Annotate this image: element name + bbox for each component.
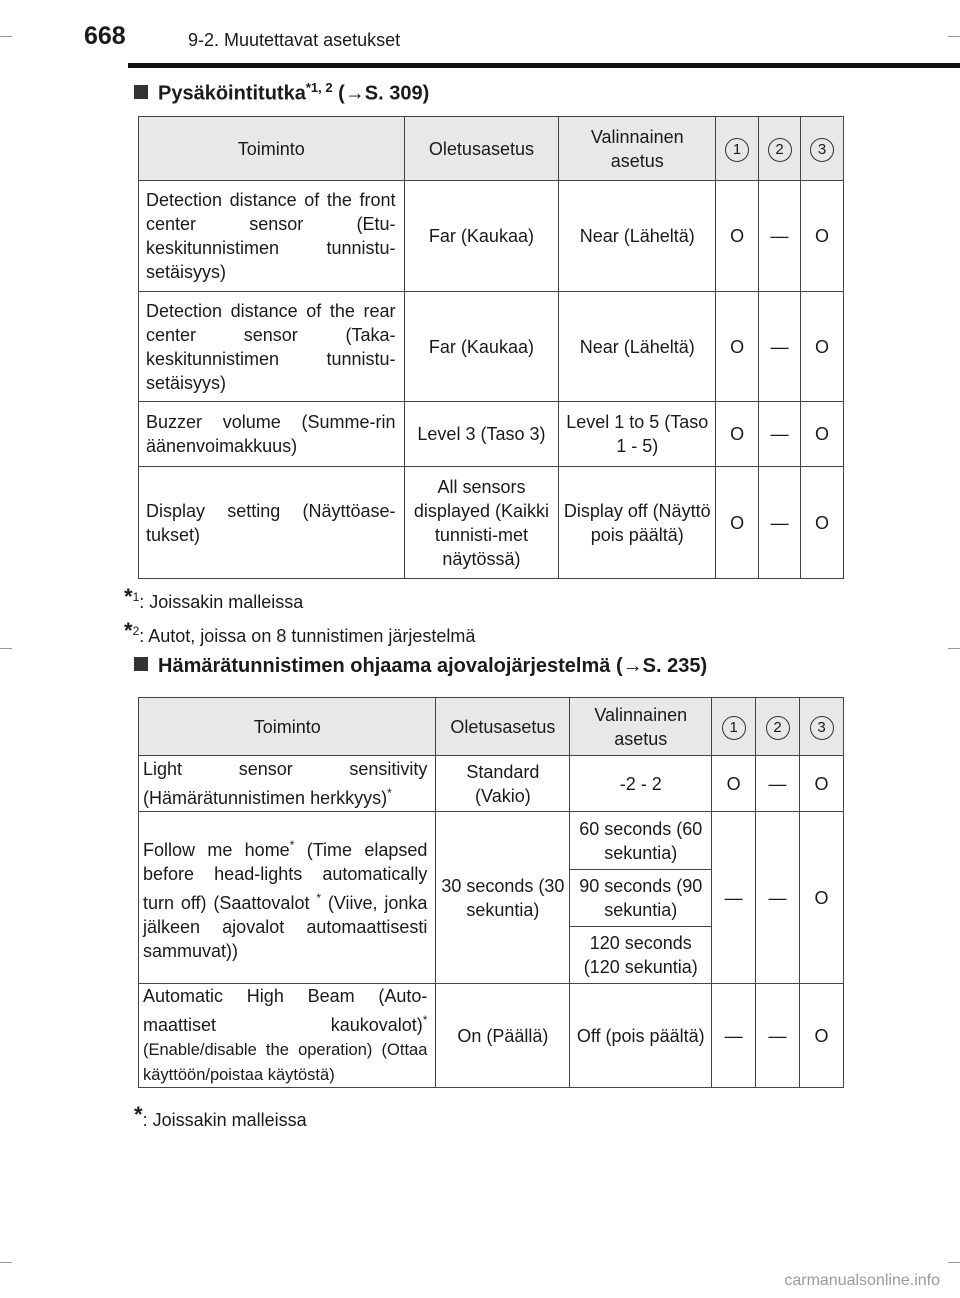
function-cell: Automatic High Beam (Auto-maattiset kaukovalot)* (Enable/disable the operation) (Ottaa käyttöön/poistaa käytöstä) <box>139 984 436 1088</box>
function-cell: Detection distance of the front center sensor (Etu-keskitunnistimen tunnistu-setäisyys) <box>139 181 405 292</box>
bullet-square-icon <box>134 85 148 99</box>
function-cell: Buzzer volume (Summe-rin äänenvoimakkuus) <box>139 402 405 467</box>
mark-cell: O <box>801 181 844 292</box>
function-cell: Detection distance of the rear center sensor (Taka-keskitunnistimen tunnistu-setäisyys) <box>139 292 405 402</box>
crop-mark <box>0 1262 12 1263</box>
section-title: 9-2. Muutettavat asetukset <box>188 30 401 50</box>
default-cell: Level 3 (Taso 3) <box>404 402 559 467</box>
col-header-default: Oletusasetus <box>404 117 559 181</box>
function-cell: Follow me home* (Time elapsed before head-lights automatically turn off) (Saattovalot * (Viive, jonka jälkeen ajovalot automaattisesti sammuvat)) <box>139 812 436 984</box>
mark-cell: — <box>759 467 801 579</box>
col-header-default: Oletusasetus <box>436 698 570 756</box>
mark-cell: O <box>801 402 844 467</box>
bullet-square-icon <box>134 657 148 671</box>
page-number: 668 <box>84 22 126 50</box>
optional-cell: 60 seconds (60 sekuntia) <box>570 812 712 870</box>
default-cell: 30 seconds (30 sekuntia) <box>436 812 570 984</box>
section1-heading: Pysäköintitutka$^{*1, 2}$ (→S. 309) <box>134 80 429 106</box>
table-row <box>139 467 844 579</box>
optional-cell: Off (pois päältä) <box>570 984 712 1088</box>
circled-number-2: 2 <box>766 716 790 740</box>
function-cell: Light sensor sensitivity (Hämärätunnistimen herkkyys)* <box>139 756 436 812</box>
crop-mark <box>948 36 960 37</box>
header-rule <box>128 63 960 68</box>
mark-cell: O <box>716 402 759 467</box>
mark-cell: O <box>800 756 844 812</box>
mark-cell: O <box>712 756 756 812</box>
optional-cell: Near (Läheltä) <box>559 181 716 292</box>
optional-cell: Level 1 to 5 (Taso 1 - 5) <box>559 402 716 467</box>
mark-cell: O <box>800 812 844 984</box>
default-cell: Far (Kaukaa) <box>404 181 559 292</box>
default-cell: On (Päällä) <box>436 984 570 1088</box>
circled-number-1: 1 <box>725 138 749 162</box>
mark-cell: — <box>759 402 801 467</box>
circled-number-1: 1 <box>722 716 746 740</box>
crop-mark <box>0 648 12 649</box>
table-row <box>139 984 844 1088</box>
col-header-function: Toiminto <box>139 698 436 756</box>
footnote: *: Joissakin malleissa <box>134 1102 307 1130</box>
default-cell: Standard (Vakio) <box>436 756 570 812</box>
optional-cell: Near (Läheltä) <box>559 292 716 402</box>
crop-mark <box>0 36 12 37</box>
mark-cell: — <box>712 812 756 984</box>
footnote: *$^1$: Joissakin malleissa <box>124 584 304 612</box>
table-row <box>139 181 844 292</box>
circled-number-2: 2 <box>768 138 792 162</box>
table-row <box>139 756 844 812</box>
watermark: carmanualsonline.info <box>784 1272 940 1289</box>
table-row <box>139 292 844 402</box>
section2-heading: Hämärätunnistimen ohjaama ajovalojärjestelmä (→S. 235) <box>134 655 707 678</box>
mark-cell: O <box>801 467 844 579</box>
mark-cell: O <box>800 984 844 1088</box>
col-header-optional: Valinnainen asetus <box>559 117 716 181</box>
table-row <box>139 812 844 870</box>
col-header-optional: Valinnainen asetus <box>570 698 712 756</box>
mark-cell: — <box>759 181 801 292</box>
table-row <box>139 402 844 467</box>
optional-cell: 120 seconds (120 sekuntia) <box>570 927 712 984</box>
function-cell: Display setting (Näyttöase-tukset) <box>139 467 405 579</box>
mark-cell: O <box>716 181 759 292</box>
mark-cell: O <box>801 292 844 402</box>
crop-mark <box>948 648 960 649</box>
optional-cell: 90 seconds (90 sekuntia) <box>570 870 712 927</box>
mark-cell: — <box>759 292 801 402</box>
mark-cell: — <box>756 812 800 984</box>
default-cell: All sensors displayed (Kaikki tunnisti-met näytössä) <box>404 467 559 579</box>
parking-sensor-table <box>138 116 844 579</box>
footnote: *$^2$: Autot, joissa on 8 tunnistimen järjestelmä <box>124 618 476 646</box>
circled-number-3: 3 <box>810 138 834 162</box>
optional-cell: -2 - 2 <box>570 756 712 812</box>
headlight-sensor-table <box>138 697 844 1088</box>
mark-cell: — <box>756 984 800 1088</box>
mark-cell: O <box>716 467 759 579</box>
crop-mark <box>948 1262 960 1263</box>
mark-cell: — <box>712 984 756 1088</box>
circled-number-3: 3 <box>810 716 834 740</box>
mark-cell: — <box>756 756 800 812</box>
optional-cell: Display off (Näyttö pois päältä) <box>559 467 716 579</box>
col-header-function: Toiminto <box>139 117 405 181</box>
default-cell: Far (Kaukaa) <box>404 292 559 402</box>
mark-cell: O <box>716 292 759 402</box>
